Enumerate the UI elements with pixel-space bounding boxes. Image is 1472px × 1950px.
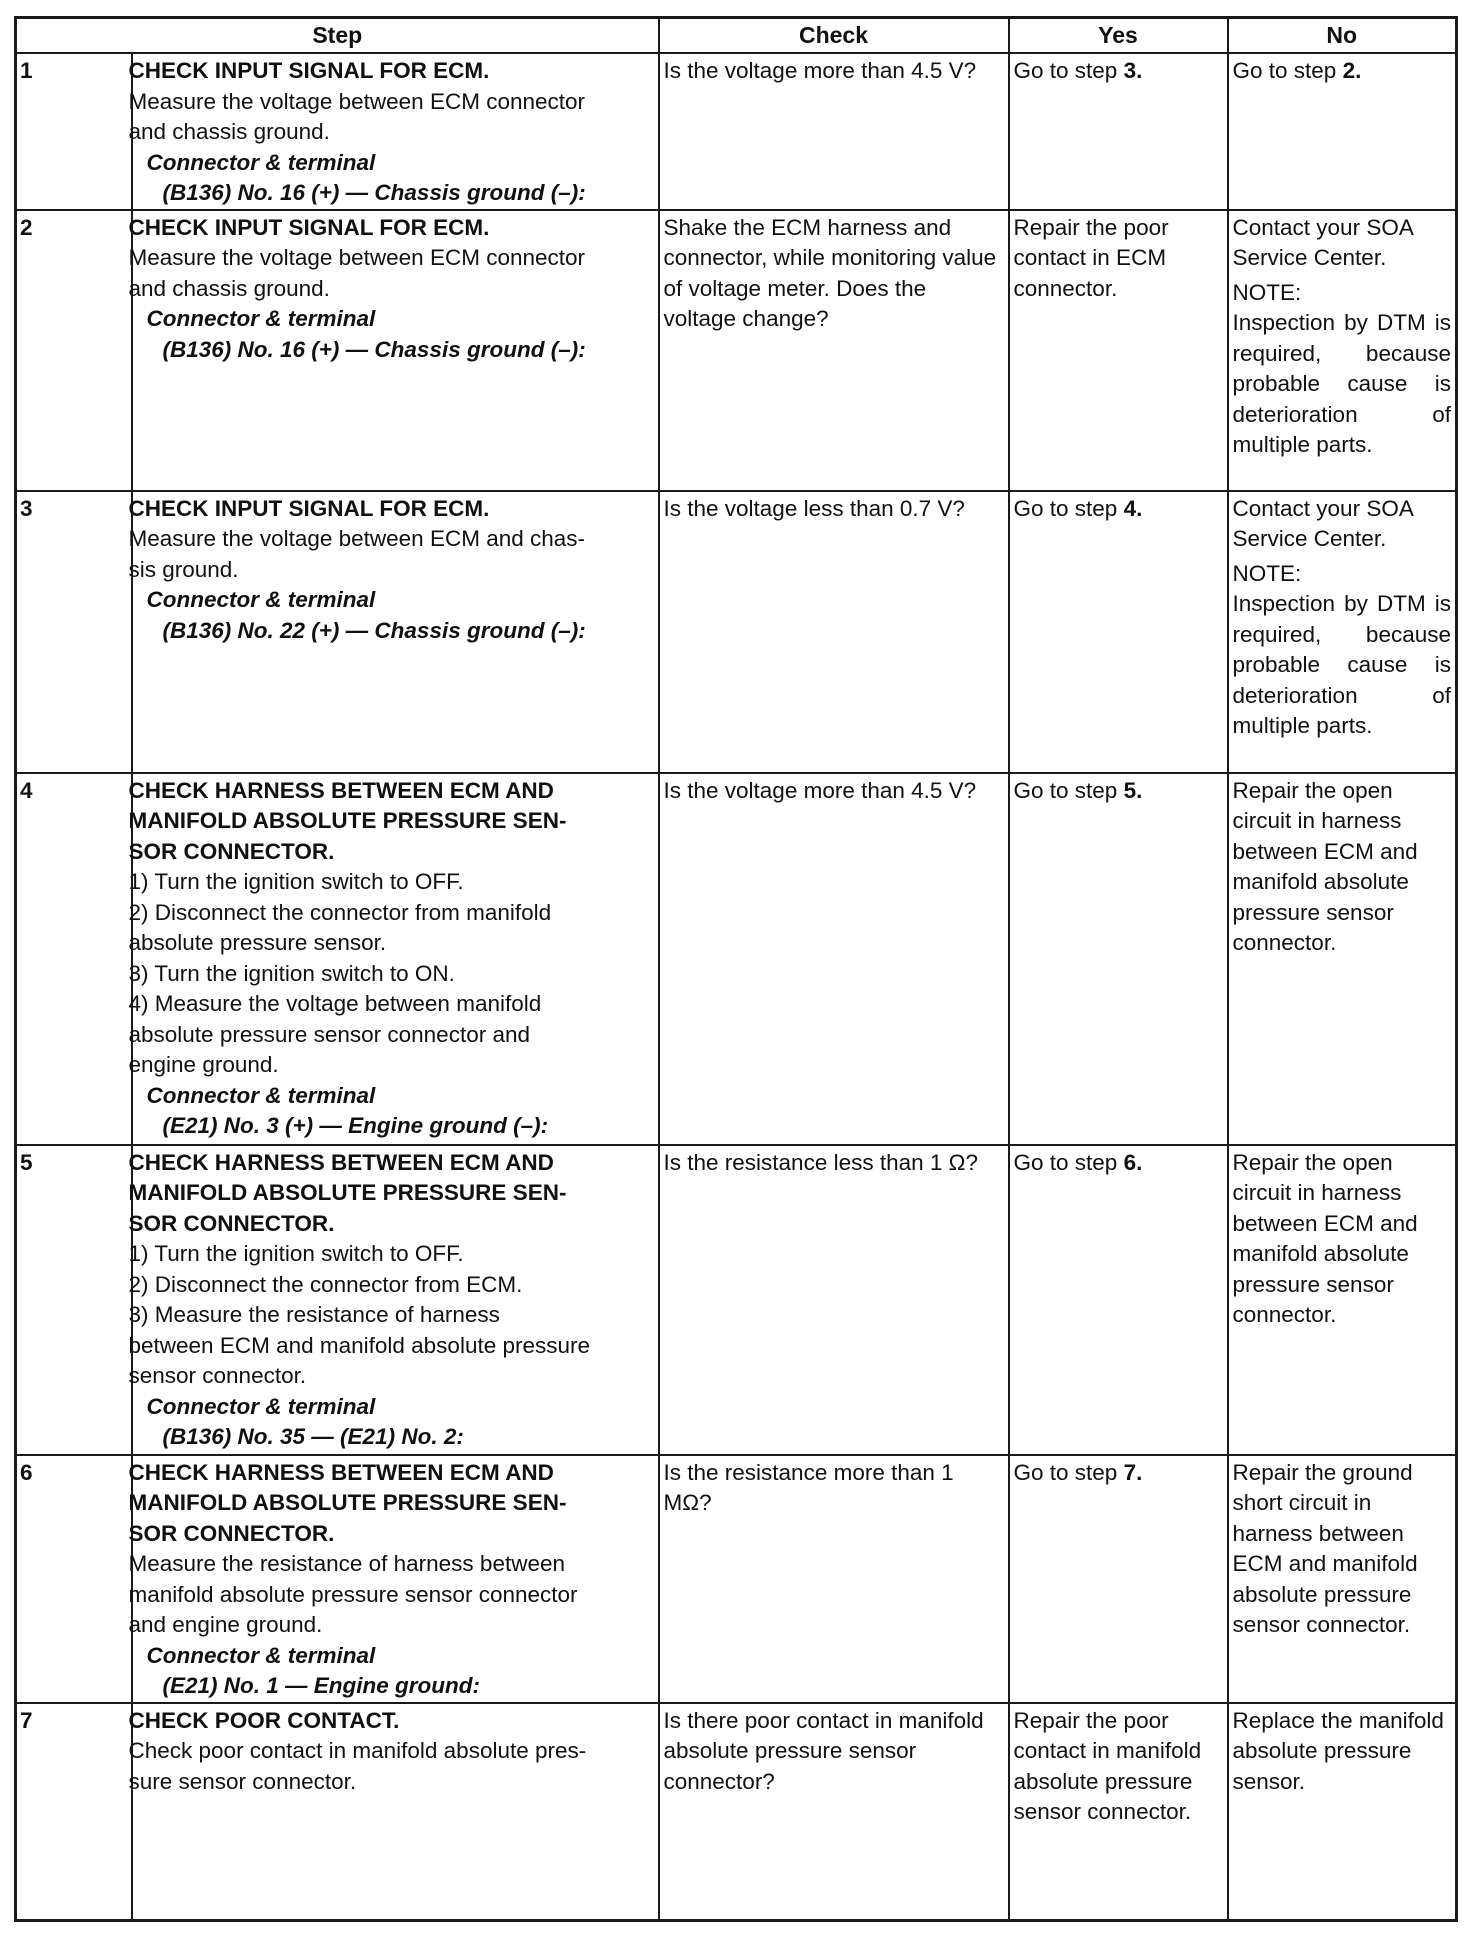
- note-text: Inspection by DTM is required, because probable cause is deterioration of multiple parts.: [1232, 310, 1451, 457]
- no-prefix: Go to step: [1232, 58, 1343, 83]
- step-text: absolute pressure sensor connector and: [128, 1021, 530, 1047]
- no-step-ref: 2: [1342, 58, 1356, 83]
- step-title: MANIFOLD ABSOLUTE PRESSURE SEN-: [128, 1490, 567, 1515]
- step-text: and chassis ground.: [128, 119, 330, 144]
- yes-prefix: Go to step: [1013, 1149, 1124, 1175]
- step-number: 7: [16, 1703, 132, 1921]
- no-cell: Repair the open circuit in harness between ECM and manifold absolute pressure sensor connector.: [1228, 773, 1457, 1145]
- yes-cell: [1009, 491, 1228, 773]
- step-text: and chassis ground.: [128, 275, 330, 301]
- step-number: 3: [16, 491, 132, 773]
- step-text: Measure the voltage between ECM connector: [128, 245, 586, 270]
- step-text: sis ground.: [128, 556, 239, 582]
- step-description: [128, 210, 659, 491]
- no-suffix: .: [1355, 58, 1362, 83]
- step-text: 4) Measure the voltage between manifold: [128, 991, 542, 1016]
- step-number: 4: [16, 773, 132, 1145]
- step-number: 5: [16, 1145, 132, 1455]
- header-no: No: [1228, 18, 1457, 54]
- step-title: SOR CONNECTOR.: [128, 1520, 335, 1546]
- no-cell: [1228, 53, 1457, 210]
- note-label: NOTE:: [1232, 279, 1302, 305]
- step-text: Measure the resistance of harness between: [128, 1551, 565, 1576]
- step-text: manifold absolute pressure sensor connector: [128, 1581, 578, 1607]
- connector-terminal: (E21) No. 3 (+) — Engine ground (–):: [162, 1113, 549, 1138]
- table-row: [16, 1703, 1457, 1921]
- step-text: Check poor contact in manifold absolute pres-: [128, 1738, 587, 1763]
- step-description: [128, 491, 659, 773]
- yes-prefix: Go to step: [1013, 1459, 1124, 1485]
- diagnostic-table-container: [14, 16, 1455, 1922]
- step-text: Measure the voltage between ECM connector: [128, 88, 586, 114]
- yes-suffix: .: [1136, 58, 1143, 83]
- step-title: CHECK INPUT SIGNAL FOR ECM.: [128, 214, 490, 240]
- step-text: engine ground.: [128, 1052, 279, 1077]
- table-row: [16, 1145, 1457, 1455]
- table-row: [16, 53, 1457, 210]
- yes-step-ref: 5: [1123, 777, 1137, 803]
- check-cell: Is there poor contact in manifold absolute pressure sensor connector?: [659, 1703, 1009, 1921]
- note-label: NOTE:: [1232, 560, 1302, 586]
- step-text: 1) Turn the ignition switch to OFF.: [128, 1241, 464, 1266]
- yes-suffix: .: [1136, 777, 1143, 803]
- step-title: CHECK HARNESS BETWEEN ECM AND: [128, 1459, 554, 1485]
- yes-cell: Repair the poor contact in ECM connector.: [1009, 210, 1228, 491]
- step-text: 3) Turn the ignition switch to ON.: [128, 960, 455, 986]
- check-cell: Is the voltage more than 4.5 V?: [659, 53, 1009, 210]
- yes-cell: [1009, 53, 1228, 210]
- yes-suffix: .: [1136, 495, 1143, 521]
- step-description: [128, 1703, 659, 1921]
- step-description: [128, 1145, 659, 1455]
- connector-label: Connector & terminal: [146, 1642, 376, 1668]
- header-step: Step: [16, 18, 659, 54]
- connector-terminal: (B136) No. 22 (+) — Chassis ground (–):: [162, 617, 586, 643]
- table-header-row: [16, 18, 1457, 54]
- no-cell: [1228, 491, 1457, 773]
- yes-prefix: Go to step: [1013, 58, 1124, 83]
- yes-step-ref: 6: [1123, 1149, 1137, 1175]
- step-title: CHECK HARNESS BETWEEN ECM AND: [128, 777, 554, 803]
- step-description: [128, 53, 659, 210]
- note-text: Inspection by DTM is required, because probable cause is deterioration of multiple parts.: [1232, 591, 1451, 738]
- step-text: 1) Turn the ignition switch to OFF.: [128, 869, 464, 894]
- yes-prefix: Go to step: [1013, 777, 1124, 803]
- connector-label: Connector & terminal: [146, 1393, 376, 1419]
- step-text: 2) Disconnect the connector from manifold: [128, 899, 552, 925]
- check-cell: Is the resistance less than 1 Ω?: [659, 1145, 1009, 1455]
- table-row: [16, 773, 1457, 1145]
- step-title: CHECK INPUT SIGNAL FOR ECM.: [128, 495, 490, 521]
- step-text: 3) Measure the resistance of harness: [128, 1302, 500, 1327]
- step-text: absolute pressure sensor.: [128, 930, 387, 955]
- connector-label: Connector & terminal: [146, 306, 376, 331]
- diagnostic-table: [14, 16, 1458, 1922]
- no-cell: Replace the manifold absolute pressure sensor.: [1228, 1703, 1457, 1921]
- check-cell: Is the voltage less than 0.7 V?: [659, 491, 1009, 773]
- yes-suffix: .: [1136, 1459, 1143, 1485]
- step-description: [128, 1455, 659, 1703]
- yes-step-ref: 4: [1123, 495, 1137, 521]
- connector-terminal: (E21) No. 1 — Engine ground:: [162, 1673, 481, 1698]
- step-text: 2) Disconnect the connector from ECM.: [128, 1271, 523, 1297]
- step-title: MANIFOLD ABSOLUTE PRESSURE SEN-: [128, 1180, 567, 1205]
- header-check: Check: [659, 18, 1009, 54]
- step-number: 6: [16, 1455, 132, 1703]
- step-text: Measure the voltage between ECM and chas-: [128, 526, 586, 551]
- step-title: MANIFOLD ABSOLUTE PRESSURE SEN-: [128, 808, 567, 833]
- table-row: [16, 210, 1457, 491]
- no-text: Contact your SOA Service Center.: [1232, 495, 1413, 551]
- yes-cell: Repair the poor contact in manifold absolute pressure sensor connector.: [1009, 1703, 1228, 1921]
- connector-label: Connector & terminal: [146, 149, 376, 175]
- no-cell: [1228, 210, 1457, 491]
- yes-step-ref: 7: [1123, 1459, 1137, 1485]
- table-row: [16, 491, 1457, 773]
- step-number: 1: [16, 53, 132, 210]
- yes-prefix: Go to step: [1013, 495, 1124, 521]
- table-row: [16, 1455, 1457, 1703]
- step-description: [128, 773, 659, 1145]
- step-text: and engine ground.: [128, 1612, 323, 1637]
- yes-cell: [1009, 1145, 1228, 1455]
- step-title: CHECK INPUT SIGNAL FOR ECM.: [128, 58, 490, 83]
- step-text: sensor connector.: [128, 1363, 307, 1388]
- header-yes: Yes: [1009, 18, 1228, 54]
- step-text: sure sensor connector.: [128, 1768, 357, 1794]
- step-text: between ECM and manifold absolute pressure: [128, 1332, 591, 1358]
- step-title: SOR CONNECTOR.: [128, 1210, 335, 1236]
- yes-cell: [1009, 1455, 1228, 1703]
- connector-label: Connector & terminal: [146, 1082, 376, 1108]
- step-title: CHECK HARNESS BETWEEN ECM AND: [128, 1149, 554, 1175]
- connector-terminal: (B136) No. 35 — (E21) No. 2:: [162, 1424, 464, 1449]
- step-title: CHECK POOR CONTACT.: [128, 1707, 400, 1733]
- no-cell: Repair the open circuit in harness between ECM and manifold absolute pressure sensor connector.: [1228, 1145, 1457, 1455]
- connector-terminal: (B136) No. 16 (+) — Chassis ground (–):: [162, 336, 586, 362]
- check-cell: Shake the ECM harness and connector, while monitoring value of voltage meter. Does the voltage change?: [659, 210, 1009, 491]
- step-title: SOR CONNECTOR.: [128, 838, 335, 864]
- check-cell: Is the resistance more than 1 MΩ?: [659, 1455, 1009, 1703]
- yes-step-ref: 3: [1123, 58, 1137, 83]
- step-number: 2: [16, 210, 132, 491]
- connector-terminal: (B136) No. 16 (+) — Chassis ground (–):: [162, 180, 586, 205]
- yes-cell: [1009, 773, 1228, 1145]
- no-cell: Repair the ground short circuit in harness between ECM and manifold absolute pressure sensor connector.: [1228, 1455, 1457, 1703]
- connector-label: Connector & terminal: [146, 587, 376, 612]
- no-text: Contact your SOA Service Center.: [1232, 214, 1413, 270]
- yes-suffix: .: [1136, 1149, 1143, 1175]
- check-cell: Is the voltage more than 4.5 V?: [659, 773, 1009, 1145]
